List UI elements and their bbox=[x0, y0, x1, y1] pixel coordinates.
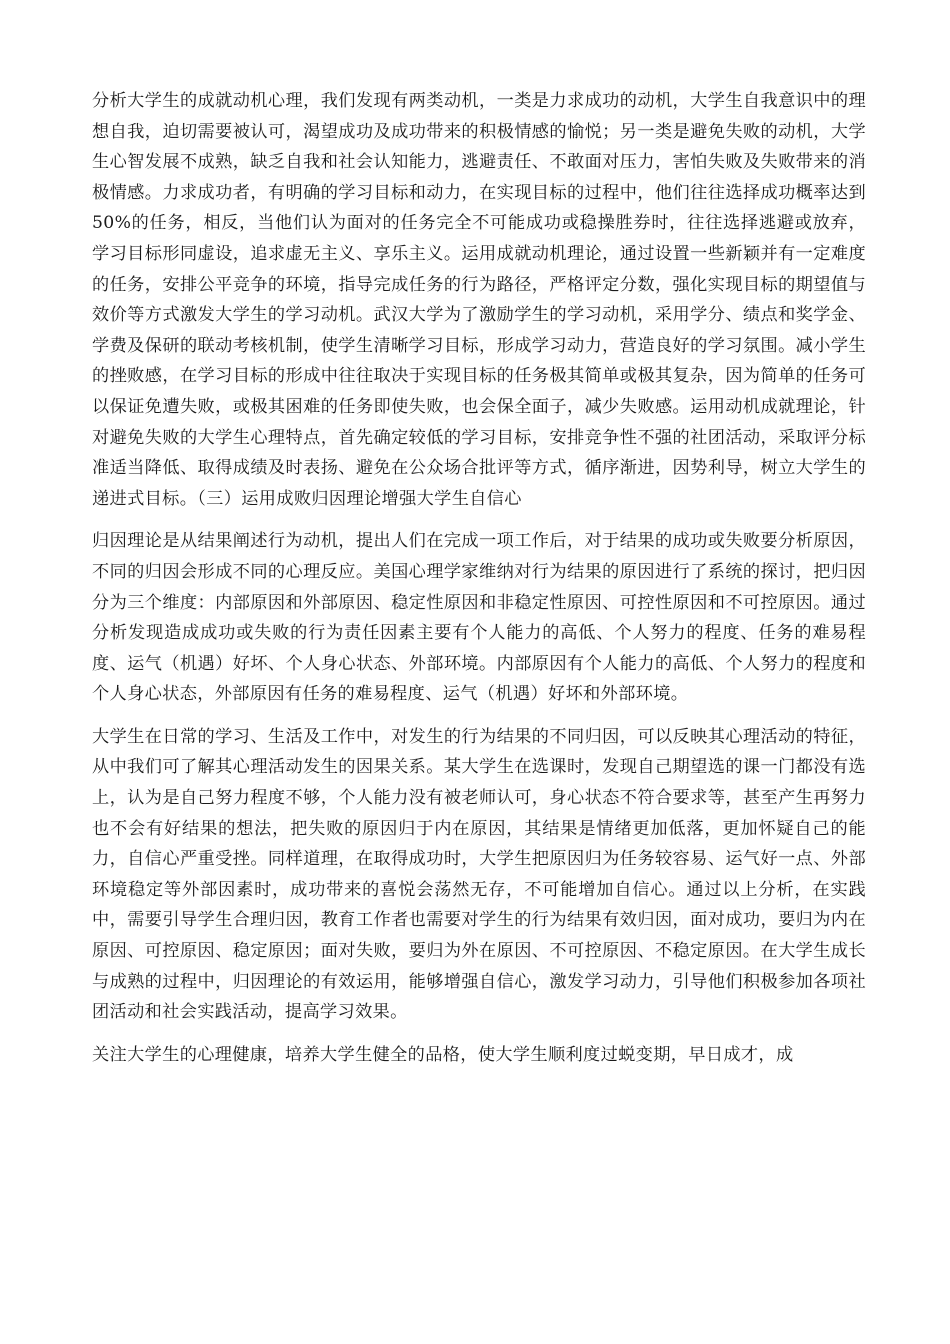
paragraph-student-attribution: 大学生在日常的学习、生活及工作中，对发生的行为结果的不同归因，可以反映其心理活动的特征，从中我们可了解其心理活动发生的因果关系。某大学生在选课时，发现自己期望选的课一门都没有选上，认为是自己努力程度不够，个人能力没有被老师认可，身心状态不符合要求等，甚至产生再努力也不会有好结果的想法，把失败的原因归于内在原因，其结果是情绪更加低落，更加怀疑自己的能力，自信心严重受挫。同样道理，在取得成功时，大学生把原因归为任务较容易、运气好一点、外部环境稳定等外部因素时，成功带来的喜悦会荡然无存，不可能增加自信心。通过以上分析，在实践中，需要引导学生合理归因，教育工作者也需要对学生的行为结果有效归因，面对成功，要归为内在原因、可控原因、稳定原因；面对失败，要归为外在原因、不可控原因、不稳定原因。在大学生成长与成熟的过程中，归因理论的有效运用，能够增强自信心，激发学习动力，引导他们积极参加各项社团活动和社会实践活动，提高学习效果。 bbox=[92, 726, 866, 1023]
paragraph-achievement-motivation: 分析大学生的成就动机心理，我们发现有两类动机，一类是力求成功的动机，大学生自我意识中的理想自我，迫切需要被认可，渴望成功及成功带来的积极情感的愉悦；另一类是避免失败的动机，大学生心智发展不成熟，缺乏自我和社会认知能力，逃避责任、不敢面对压力，害怕失败及失败带来的消极情感。力求成功者，有明确的学习目标和动力，在实现目标的过程中，他们往往选择成功概率达到50%的任务，相反，当他们认为面对的任务完全不可能成功或稳操胜券时，往往选择逃避或放弃，学习目标形同虚设，追求虚无主义、享乐主义。运用成就动机理论，通过设置一些新颖并有一定难度的任务，安排公平竞争的环境，指导完成任务的行为路径，严格评定分数，强化实现目标的期望值与效价等方式激发大学生的学习动机。武汉大学为了激励学生的学习动机，采用学分、绩点和奖学金、学费及保研的联动考核机制，使学生清晰学习目标，形成学习动力，营造良好的学习氛围。减小学生的挫败感，在学习目标的形成中往往取决于实现目标的任务极其简单或极其复杂，因为简单的任务可以保证免遭失败，或极其困难的任务即使失败，也会保全面子，减少失败感。运用动机成就理论，针对避免失败的大学生心理特点，首先确定较低的学习目标，安排竞争性不强的社团活动，采取评分标准适当降低、取得成绩及时表扬、避免在公众场合批评等方式，循序渐进，因势利导，树立大学生的递进式目标。（三）运用成败归因理论增强大学生自信心 bbox=[92, 91, 866, 509]
document-page bbox=[92, 86, 866, 1082]
paragraph-mental-health: 关注大学生的心理健康，培养大学生健全的品格，使大学生顺利度过蜕变期，早日成才，成 bbox=[92, 1044, 794, 1065]
paragraph-attribution-theory: 归因理论是从结果阐述行为动机，提出人们在完成一项工作后，对于结果的成功或失败要分析原因，不同的归因会形成不同的心理反应。美国心理学家维纳对行为结果的原因进行了系统的探讨，把归因分为三个维度：内部原因和外部原因、稳定性原因和非稳定性原因、可控性原因和不可控原因。通过分析发现造成成功或失败的行为责任因素主要有个人能力的高低、个人努力的程度、任务的难易程度、运气（机遇）好坏、个人身心状态、外部环境。内部原因有个人能力的高低、个人努力的程度和个人身心状态，外部原因有任务的难易程度、运气（机遇）好坏和外部环境。 bbox=[92, 531, 866, 705]
